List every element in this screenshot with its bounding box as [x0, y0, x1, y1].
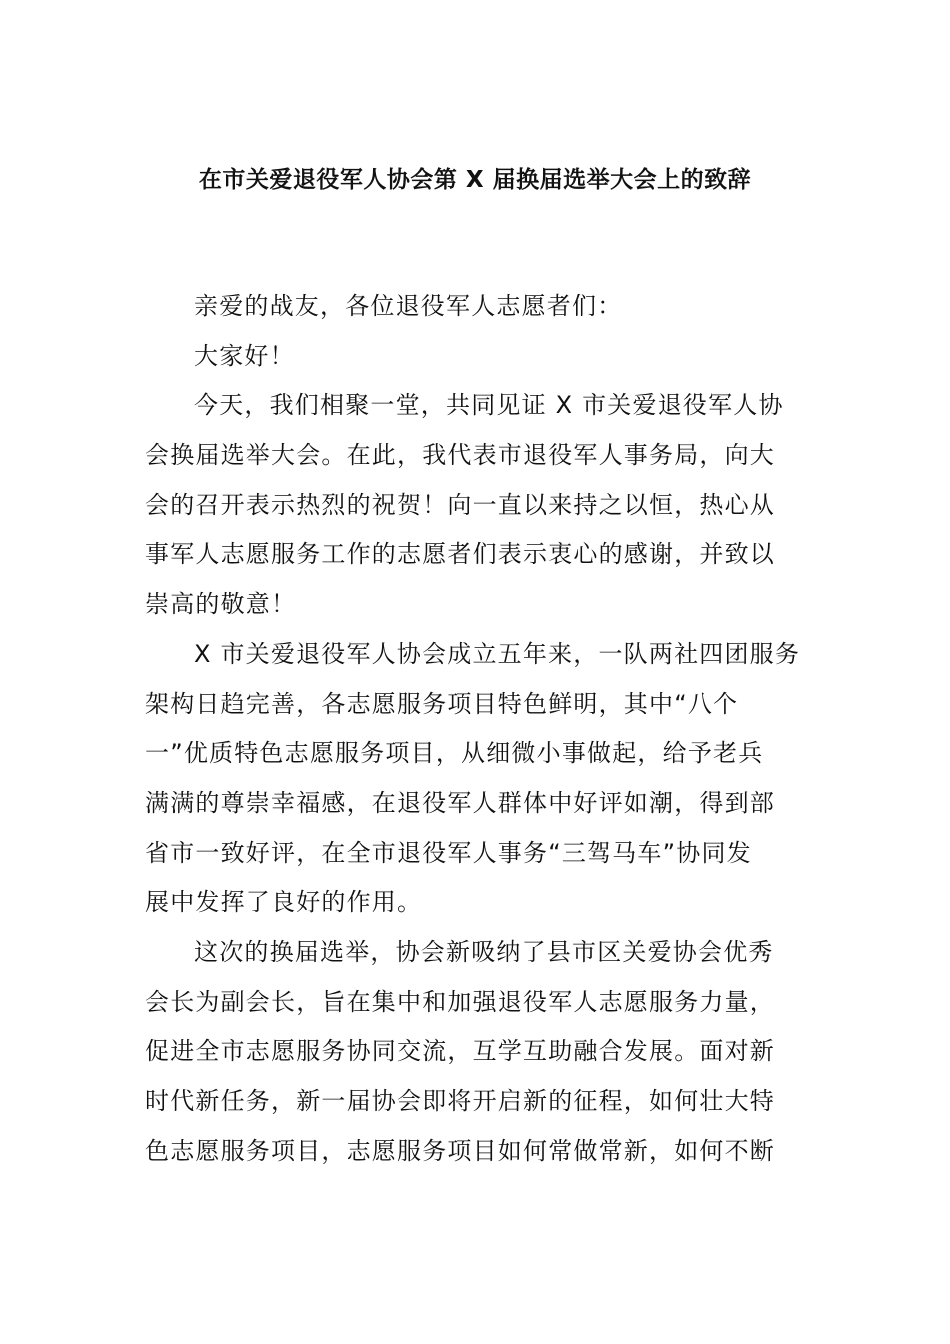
paragraph-3-line: 这次的换届选举，协会新吸纳了县市区关爱协会优秀: [194, 937, 774, 966]
document-title: 在市关爱退役军人协会第 X 届换届选举大会上的致辞: [198, 167, 752, 193]
paragraph-3-line: 色志愿服务项目，志愿服务项目如何常做常新，如何不断: [145, 1136, 775, 1165]
paragraph-1-line: 会换届选举大会。在此，我代表市退役军人事务局，向大: [145, 441, 775, 470]
paragraph-1-line: 会的召开表示热烈的祝贺！向一直以来持之以恒，热心从: [145, 490, 775, 519]
paragraph-2-line: 一”优质特色志愿服务项目，从细微小事做起，给予老兵: [145, 739, 764, 768]
paragraph-3-line: 促进全市志愿服务协同交流，互学互助融合发展。面对新: [145, 1037, 775, 1066]
paragraph-2-line: 展中发挥了良好的作用。: [145, 888, 423, 917]
paragraph-1-line: 今天，我们相聚一堂，共同见证 X 市关爱退役军人协: [194, 391, 784, 420]
paragraph-2-line: 省市一致好评，在全市退役军人事务“三驾马车”协同发: [145, 838, 752, 867]
paragraph-3-line: 时代新任务，新一届协会即将开启新的征程，如何壮大特: [145, 1087, 775, 1115]
salutation-line: 亲爱的战友，各位退役军人志愿者们：: [194, 292, 623, 320]
paragraph-3-line: 会长为副会长，旨在集中和加强退役军人志愿服务力量，: [145, 987, 775, 1016]
paragraph-2-line: 架构日趋完善，各志愿服务项目特色鲜明，其中“八个: [145, 689, 739, 718]
paragraph-1-line: 崇高的敬意！: [145, 590, 297, 619]
paragraph-1-line: 事军人志愿服务工作的志愿者们表示衷心的感谢，并致以: [145, 540, 775, 569]
greeting-line: 大家好！: [194, 341, 295, 370]
paragraph-2-line: 满满的尊崇幸福感，在退役军人群体中好评如潮，得到部: [145, 788, 775, 817]
paragraph-2-line: X 市关爱退役军人协会成立五年来，一队两社四团服务: [194, 639, 801, 668]
document-body: [145, 282, 810, 1176]
